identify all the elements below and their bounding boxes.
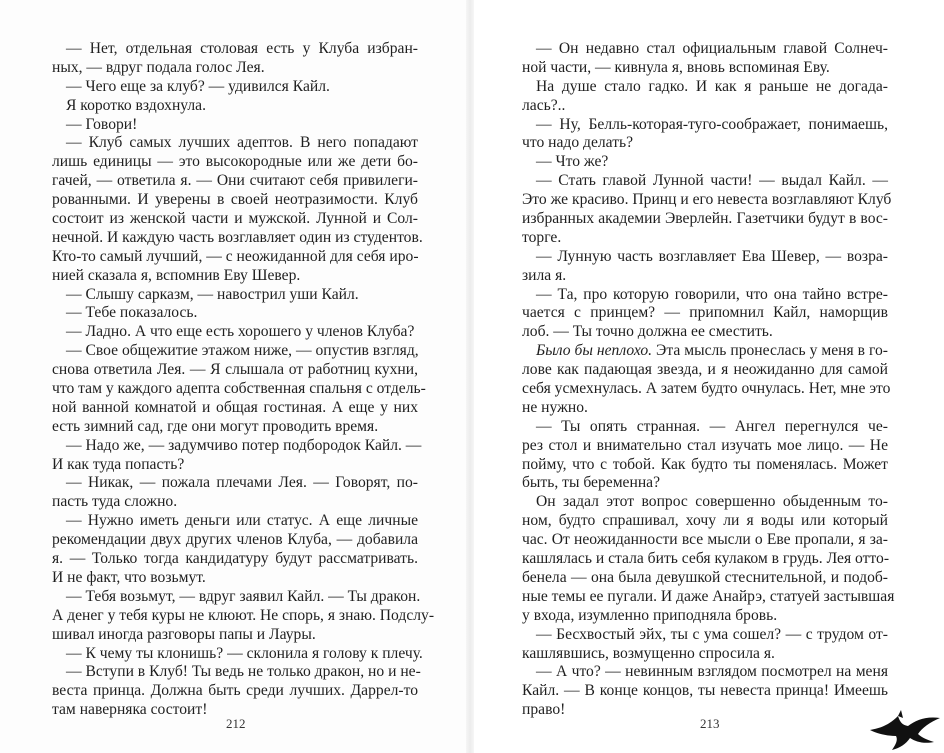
text-line: Кто-то самый лучший, — с неожиданной для себя иро-: [52, 247, 419, 265]
text-line: — Слышу сарказм, — навострил уши Кайл.: [66, 285, 359, 303]
text-line: лове как падающая звезда, и я неожиданно для самой: [522, 361, 888, 379]
text-line: я. — Только тогда кандидатуру будут рассматривать.: [52, 550, 418, 568]
text-line: право!: [522, 701, 566, 719]
text-line: чается с принцем? — припомнил Кайл, наморщив: [522, 304, 888, 322]
text-line: кашлялась и стала бить себя кулаком в грудь. Лея отто-: [522, 550, 890, 568]
text-line: быть, ты беременна?: [522, 474, 661, 492]
italic-run: Было бы неплохо.: [536, 342, 653, 360]
text-line: ных, — вдруг подала голос Лея.: [52, 58, 265, 76]
text-line: пойму, что с тобой. Как будто ты поменялась. Может: [522, 455, 888, 473]
text-line: избранных академии Эверлейн. Газетчики будут в вос-: [522, 210, 888, 228]
text-line: — Ты опять странная. — Ангел перегнулся че-: [536, 417, 888, 435]
text-line: ной части, — кивнула я, вновь вспоминая Еву.: [522, 58, 830, 76]
text-line: себя усмехнулась. А затем будто очнулась. Нет, мне это: [522, 380, 891, 398]
text-line: шивал иногда разговоры папы и Лауры.: [52, 625, 316, 643]
text-line: ном, будто спрашивал, хочу ли я воды или который: [522, 512, 888, 530]
text-line: А денег у тебя куры не клюют. Не спорь, я знаю. Подслу-: [52, 606, 435, 624]
text-line: — Лунную часть возглавляет Ева Шевер, — возра-: [536, 247, 888, 265]
text-line: рованными. И уверены в своей неотразимости. Клуб: [52, 191, 418, 209]
text-line: — Чего еще за клуб? — удивился Кайл.: [66, 77, 330, 95]
text-line: — Нет, отдельная столовая есть у Клуба избран-: [66, 40, 418, 57]
text-line: — Ладно. А что еще есть хорошего у членов Клуба?: [66, 323, 415, 341]
text-line: торге.: [522, 228, 562, 246]
text-line: бенела — она была девушкой стеснительной, и подоб-: [522, 568, 888, 586]
text-line: зила я.: [522, 266, 567, 284]
text-line: не нужно.: [522, 398, 588, 416]
text-line: Это же красиво. Принц и его невеста возглавляют Клуб: [522, 191, 892, 209]
dragon-logo-icon: [868, 708, 942, 752]
text-line: И как туда попасть?: [52, 455, 185, 473]
text-line: нией сказала я, вспомнив Еву Шевер.: [52, 266, 301, 284]
text-line: — А что? — невинным взглядом посмотрел на меня: [536, 663, 888, 681]
page-number-right: 213: [700, 716, 720, 731]
text-line: — Тебя возьмут, — вдруг заявил Кайл. — Ты дракон.: [66, 587, 421, 605]
text-line: лась?..: [522, 96, 566, 114]
text-line: снова ответила Лея. — Я слышала от работниц кухни,: [52, 361, 418, 379]
text-line: — Что же?: [536, 153, 609, 171]
text-line: Я коротко вздохнула.: [66, 96, 206, 114]
text-line: кашлявшись, возмущенно спросила я.: [522, 644, 775, 662]
text-line: — Тебе показалось.: [66, 304, 198, 322]
text-line: — К чему ты клонишь? — склонила я голову к плечу.: [66, 644, 423, 662]
text-line: у входа, изумленно приподняла бровь.: [522, 606, 778, 624]
text-line: Было бы неплохо. Эта мысль пронеслась у меня в го-: [536, 342, 888, 360]
text-line: лишь единицы — это высокородные или же дети бо-: [52, 153, 418, 171]
text-line: — Нужно иметь деньги или статус. А еще личные: [66, 512, 418, 530]
text-line: ной ванной комнатой и общая гостиная. А еще у них: [52, 398, 418, 416]
text-line: веста принца. Должна быть среди лучших. Даррел-то: [52, 682, 418, 700]
text-line: — Он недавно стал официальным главой Солнеч-: [536, 40, 888, 57]
text-line: — Клуб самых лучших адептов. В него попадают: [66, 134, 418, 152]
text-line: Он задал этот вопрос совершенно обыденным то-: [536, 493, 888, 511]
text-line: рекомендации двух других членов Клуба, — добавила: [52, 531, 418, 549]
text-line: — Ну, Белль-которая-туго-соображает, понимаешь,: [536, 115, 888, 133]
text-line: есть зимний сад, где они могут проводить время.: [52, 417, 379, 435]
text-line: — Свое общежитие этажом ниже, — опустив взгляд,: [66, 342, 419, 360]
text-line: — Бесхвостый эйх, ты с ума сошел? — с трудом от-: [536, 625, 888, 643]
text-line: — Стать главой Лунной части! — выдал Кайл. —: [536, 172, 888, 190]
text-line: — Та, про которую говорили, что она тайно встре-: [536, 285, 888, 303]
text-line: — Никак, — пожала плечами Лея. — Говорят, по-: [66, 474, 418, 492]
text-line: там наверняка состоит!: [52, 701, 208, 719]
text-line: рез стол и внимательно стал изучать мое лицо. — Не: [522, 436, 888, 454]
text-line: — Говори!: [66, 115, 138, 133]
text-line: На душе стало гадко. И как я раньше не догада-: [536, 77, 888, 95]
text-line: нечной. И каждую часть возглавляет один из студентов.: [52, 228, 423, 246]
page-number-left: 212: [226, 716, 246, 731]
text-line: что надо делать?: [522, 134, 634, 152]
text-line: — Вступи в Клуб! Ты ведь не только дракон, но и не-: [66, 663, 421, 681]
right-page-text: [522, 40, 895, 720]
text-line: час. От неожиданности все мысли о Еве пропали, я за-: [522, 531, 888, 549]
text-line: И не факт, что возьмут.: [52, 568, 206, 586]
text-line: что там у каждого адепта собственная спальня с отдель-: [52, 380, 426, 398]
text-line: — Надо же, — задумчиво потер подбородок Кайл. —: [66, 436, 422, 454]
text-line: пасть туда сложно.: [52, 493, 178, 511]
text-line: лоб. — Ты точно должна ее сместить.: [522, 323, 773, 341]
text-line: гачей, — ответила я. — Они считают себя привилеги-: [52, 172, 418, 190]
text-line: состоит из женской части и мужской. Лунной и Сол-: [52, 210, 418, 228]
text-line: Кайл. — В конце концов, ты невеста принца! Имеешь: [522, 682, 888, 700]
text-line: ные темы ее пугали. И даже Анайрэ, статуей застывшая: [522, 587, 895, 605]
